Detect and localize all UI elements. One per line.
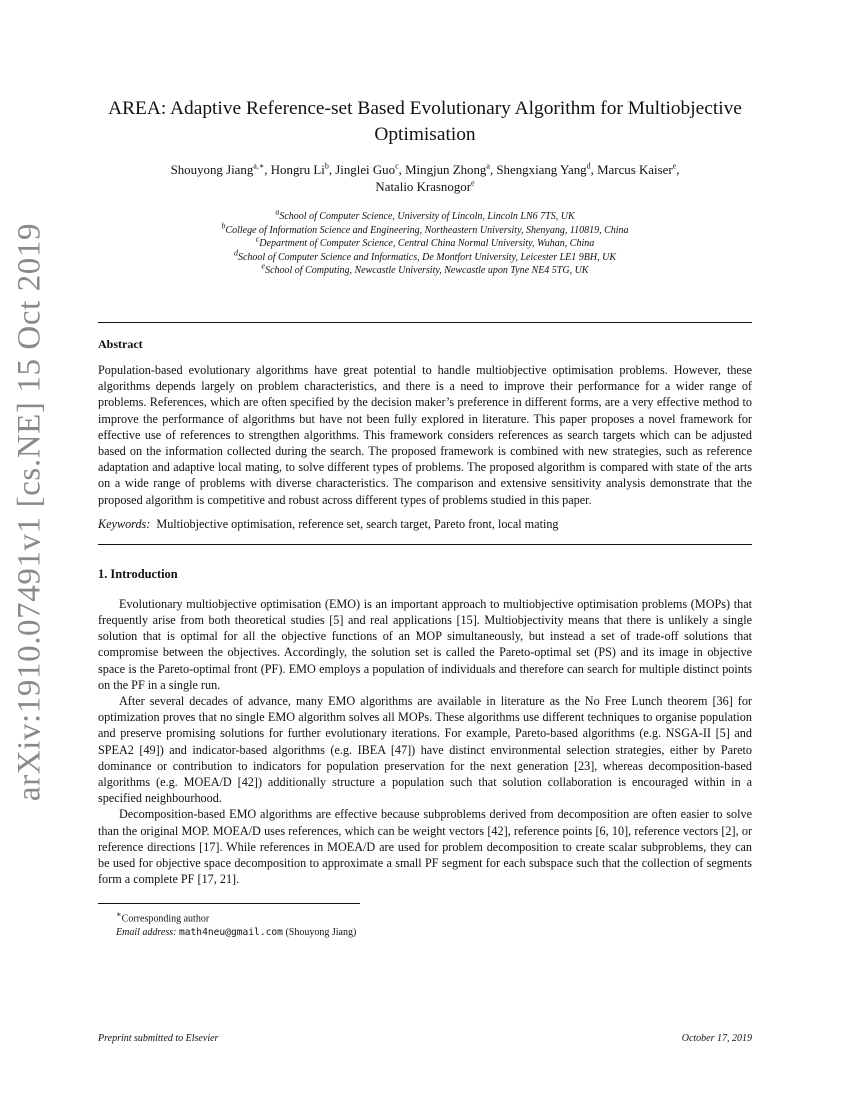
arxiv-identifier-stamp (6, 222, 54, 802)
footer-preprint-note: Preprint submitted to Elsevier (98, 1033, 219, 1044)
footnote-corresponding-author: ∗Corresponding author (116, 910, 210, 925)
arxiv-identifier-text: arXiv:1910.07491v1 [cs.NE] 15 Oct 2019 (11, 222, 48, 802)
page-footer (98, 1033, 752, 1044)
keywords-text: Multiobjective optimisation, reference set, search target, Pareto front, local mating (156, 516, 559, 531)
abstract-heading: Abstract (98, 336, 143, 351)
affiliation-list (98, 207, 752, 278)
author: Marcus Kaiser$^e$, (597, 161, 680, 177)
keywords-label: Keywords: (98, 516, 151, 531)
author: Shengxiang Yang$^d$, (496, 161, 598, 177)
body-paragraph: Evolutionary multiobjective optimisation (EMO) is an important approach to multiobjective optimisation problems (MOPs) that frequently arise from both theoretical studies [5] and real applications [15]. Multiobjectivity means that there is unlikely a single solution that is optimal for all the objective functions of an MOP simultaneously, but instead a set of trade-off solutions that compromise between the objectives. Accordingly, the solution set is called the Pareto-optimal set (PS) and its image in objective space is the Pareto-optimal front (PF). EMO employs a population of individuals and therefore can search for multiple distinct points on the PF in a single run. (98, 596, 752, 692)
footnotes (98, 908, 752, 938)
author: Shouyong Jiang$^{a,∗}$, (170, 161, 271, 177)
abstract-text: Population-based evolutionary algorithms have great potential to handle multiobjective optimisation problems. However, these algorithms depends largely on problem characteristics, and there is a need to improve their performance for a wider range of problems. References, which are often specified by the decision maker’s preference in different forms, are a very effective method to improve the performance of algorithms but have not been fully explored in literature. This paper proposes a novel framework for effective use of references to strengthen algorithms. This framework considers references as search targets which can be adjusted based on the information collected during the search. The proposed framework is combined with new strategies, such as reference adaptation and adaptive local mating, to solve different types of problems. The proposed algorithm is compared with state of the arts on a wide range of problems with diverse characteristics. The comparison and extensive sensitivity analysis demonstrate that the proposed algorithm is competitive and robust across different types of problems studied in this paper. (98, 362, 752, 507)
keywords (98, 516, 752, 532)
affiliation: $^c$Department of Computer Science, Central China Normal University, Wuhan, China (255, 234, 595, 250)
paper-title: AREA: Adaptive Reference-set Based Evolutionary Algorithm for Multiobjective Optimisation (108, 98, 742, 145)
author: Natalio Krasnogor$^e$ (375, 178, 475, 194)
affiliation: $^d$School of Computer Science and Informatics, De Montfort University, Leicester LE1 9BH, UK (233, 248, 616, 263)
introduction-body (98, 596, 752, 888)
abstract-top-rule (98, 322, 752, 323)
affiliation: $^b$College of Information Science and Engineering, Northeastern University, Shenyang, 110819, China (221, 221, 629, 236)
footer-date: October 17, 2019 (681, 1033, 752, 1044)
author-list (98, 162, 752, 196)
footnote-email: Email address: math4neu@gmail.com (Shouyong Jiang) (116, 926, 357, 938)
body-paragraph: After several decades of advance, many EMO algorithms are available in literature as the No Free Lunch theorem [36] for optimization proves that no single EMO algorithm solves all MOPs. These algorithms use different techniques to organise population and preserve promising solutions for further evolutionary iterations. For example, Pareto-based algorithms (e.g. NSGA-II [5] and SPEA2 [49]) and indicator-based algorithms (e.g. IBEA [47]) have distinct environmental selection strategies, either by Pareto dominance or contribution to indicators for population preservation for the next generation [23], whereas decomposition-based algorithms (e.g. MOEA/D [42]) additionally structure a population such that solution collaboration is encouraged within in a specified neighbourhood. (98, 694, 752, 806)
body-paragraph: Decomposition-based EMO algorithms are effective because subproblems derived from decomposition are often easier to solve than the original MOP. MOEA/D uses references, which can be weight vectors [42], reference points [6, 10], reference vectors [2], or reference directions [17]. While references in MOEA/D are used for problem decomposition to create scalar subproblems, they can be used for objective space decomposition to approximate a small PF segment for each subspace such that the collection of segments form a complete PF [17, 21]. (98, 807, 752, 887)
footnote-rule (98, 903, 360, 904)
author: Mingjun Zhong$^a$, (405, 161, 497, 177)
author: Jinglei Guo$^c$, (335, 161, 406, 177)
abstract-bottom-rule (98, 544, 752, 545)
paper-page (98, 0, 752, 939)
affiliation: $^a$School of Computer Science, University of Lincoln, Lincoln LN6 7TS, UK (275, 207, 575, 222)
author: Hongru Li$^b$, (270, 161, 336, 177)
section-heading-introduction: 1. Introduction (98, 566, 178, 581)
affiliation: $^e$School of Computing, Newcastle University, Newcastle upon Tyne NE4 5TG, UK (261, 262, 589, 277)
email-link[interactable]: math4neu@gmail.com (178, 926, 283, 938)
